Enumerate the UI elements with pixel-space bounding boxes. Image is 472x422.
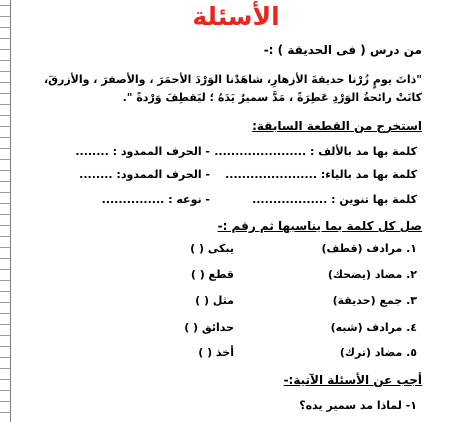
match-left-2: ٢. مضاد (يضحك) <box>327 268 417 281</box>
page-title: الأسئلة <box>192 2 280 31</box>
passage-line-1: "ذاتَ يومٍ زُرْنا حديقةَ الأزهارِ، شاهَدْنا الوَرْدَ الأحمَرَ ، والأصفرَ ، والأزرقَ، <box>44 73 422 86</box>
match-mid-1: يبكى ( ) <box>190 242 234 255</box>
match-mid-5: أخذ ( ) <box>198 346 234 359</box>
extract-item-1-side: - الحرف الممدود : ........ <box>75 145 210 158</box>
match-mid-4: حدائق ( ) <box>184 321 234 334</box>
passage-line-2: كانَتْ رائحةُ الوَرْدِ عَطِرَةً ، مَدَّ سميرٌ يَدَهُ ؛ ليَقطِفَ وَرْدةً ". <box>122 91 422 104</box>
answer-question-1: ١- لماذا مد سمير يده؟ <box>299 399 417 412</box>
match-left-1: ١. مرادف (قطف) <box>321 242 417 255</box>
extract-item-3-side: - نوعه : ............... <box>101 193 210 206</box>
match-mid-2: قطع ( ) <box>190 268 234 281</box>
extract-heading: استخرج من القطعة السابقة: <box>252 119 422 133</box>
match-left-5: ٥. مضاد (ترك) <box>339 346 417 359</box>
match-heading: صل كل كلمة بما يناسبها ثم رقم :- <box>217 219 422 233</box>
decorative-border <box>0 0 10 422</box>
extract-item-1: كلمة بها مد بالألف : ...................... <box>214 145 417 158</box>
extract-item-2-side: - الحرف الممدود: ........ <box>79 168 210 181</box>
border-line <box>10 0 11 422</box>
extract-item-2: كلمة بها مد بالياء: ...................... <box>225 168 417 181</box>
extract-item-3: كلمة بها تنوين : .................. <box>252 193 417 206</box>
lesson-heading: من درس ( فى الحديقة ) :- <box>263 43 422 57</box>
match-left-3: ٣. جمع (حديقة) <box>332 294 417 307</box>
match-left-4: ٤. مرادف (شبه) <box>330 321 417 334</box>
match-mid-3: مثل ( ) <box>195 294 234 307</box>
answer-heading: أجب عن الأسئلة الآتية:- <box>283 373 422 387</box>
